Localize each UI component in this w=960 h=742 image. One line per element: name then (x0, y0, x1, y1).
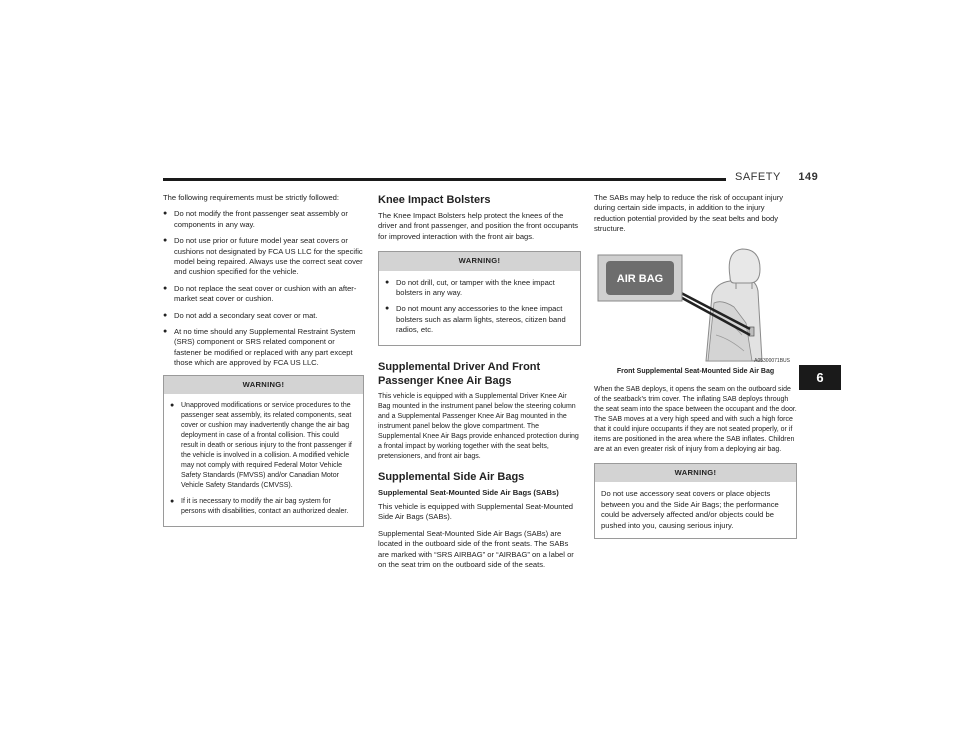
warning-box (378, 251, 581, 345)
list-item: ● At no time should any Supplemental Restraint System (SRS) component or SRS related component or fastener be modified or replaced with any part except those which are approved by FCA US LLC. (163, 327, 364, 369)
airbag-label: AIR BAG (616, 272, 664, 285)
warning-box (163, 375, 364, 527)
heading-side-air-bags: Supplemental Side Air Bags (378, 470, 525, 483)
header-rule (163, 178, 726, 181)
list-item: ● Do not add a secondary seat cover or mat. (163, 311, 364, 321)
heading-knee-bolsters: Knee Impact Bolsters (378, 194, 491, 206)
column-right (594, 193, 797, 539)
warning-title: WARNING! (595, 464, 796, 482)
column-left (163, 193, 364, 527)
warning-body (164, 394, 363, 526)
warning-box (594, 463, 797, 539)
page-header (735, 171, 818, 183)
heading-knee-air-bags: Supplemental Driver And Front Passenger Knee Air Bags (378, 360, 541, 387)
list-item: ● Do not replace the seat cover or cushion with an after-market seat cover or cushion. (163, 284, 364, 305)
warning-body (379, 271, 580, 345)
list-item: ● Do not modify the front passenger seat assembly or components in any way. (163, 209, 364, 230)
sab-equipped-text: This vehicle is equipped with Supplemental Seat-Mounted Side Air Bags (SABs). (378, 502, 574, 522)
column-middle (378, 193, 581, 577)
section-title: SAFETY (735, 171, 781, 183)
seat-airbag-figure (594, 243, 794, 365)
warning-item: ● If it is necessary to modify the air bag system for persons with disabilities, contact an authorized dealer. (170, 497, 357, 517)
warning-body (595, 482, 796, 538)
intro-text: The following requirements must be strictly followed: (163, 193, 339, 202)
warning-item: ● Do not mount any accessories to the knee impact bolsters such as alarm lights, stereos, citizen band radios, etc. (385, 304, 574, 335)
sab-benefit-text: The SABs may help to reduce the risk of occupant injury during certain side impacts, in addition to the injury reduction potential provided by the seat belts and body structure. (594, 193, 784, 234)
knee-air-bags-text: This vehicle is equipped with a Supplemental Driver Knee Air Bag mounted in the instrument panel below the steering column and a Supplemental Passenger Knee Air Bag mounted in the instrument panel below the glove compartment. The Supplemental Knee Air Bags provide enhanced protection during a frontal impact by working together with the seat belts, pretensioners, and front air bags. (378, 392, 579, 460)
figure-code: A05300071BUS (754, 357, 790, 364)
sab-deploy-text: When the SAB deploys, it opens the seam on the outboard side of the seatback’s trim cover. The inflating SAB deploys through the seat seam into the space between the occupant and the door. The SAB moves at a very high speed and with such a high force that it could injure occupants if they are not seated properly, or if items are positioned in the area where the SAB inflates. Children are at an even greater risk of injury from a deploying air bag. (594, 386, 797, 454)
knee-bolsters-text: The Knee Impact Bolsters help protect the knees of the driver and front passenger, and position the front occupants for improved interaction with the front air bags. (378, 211, 579, 241)
page-number: 149 (798, 171, 819, 183)
warning-item: ● Unapproved modifications or service procedures to the passenger seat assembly, its related components, seat cover or cushion may inadvertently change the air bag deployment in case of a frontal collision. This could result in death or serious injury to the front passenger if the vehicle is involved in a collision. A modified vehicle may not comply with required Federal Motor Vehicle Safety Standards (FMVSS) and/or Canadian Motor Vehicle Safety Standards (CMVSS). (170, 401, 357, 491)
figure-caption: Front Supplemental Seat-Mounted Side Air Bag (616, 367, 775, 375)
chapter-tab: 6 (799, 365, 841, 390)
list-item: ● Do not use prior or future model year seat covers or cushions not designated by FCA US LLC for the specific model being repaired. Always use the correct seat cover and cushion specified for the vehicle. (163, 236, 364, 278)
warning-text: Do not use accessory seat covers or place objects between you and the Side Air Bags; the performance could be adversely affected and/or objects could be pushed into you, causing serious injury. (601, 489, 779, 530)
warning-title: WARNING! (164, 376, 363, 394)
warning-title: WARNING! (379, 252, 580, 270)
subheading-seat-mounted: Supplemental Seat-Mounted Side Air Bags (SABs) (378, 487, 559, 497)
warning-item: ● Do not drill, cut, or tamper with the knee impact bolsters in any way. (385, 278, 574, 299)
seat-illustration (594, 243, 794, 365)
requirements-list (163, 209, 364, 368)
sab-location-text: Supplemental Seat-Mounted Side Air Bags (SABs) are located in the outboard side of the front seats. The SABs are marked with “SRS AIRBAG” or “AIRBAG” on a label or on the seat trim on the outboard side of the seats. (378, 528, 574, 570)
